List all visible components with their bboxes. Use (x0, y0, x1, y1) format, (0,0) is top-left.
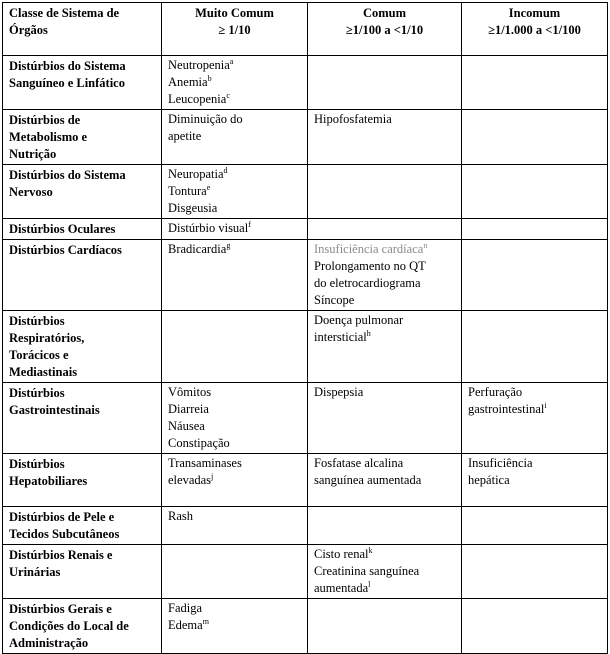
reaction-text: Diarreia (168, 402, 209, 416)
reaction-entry (468, 401, 601, 418)
table-row (3, 56, 608, 110)
header-text: Órgãos (9, 23, 48, 37)
reaction-entry (168, 241, 301, 258)
reaction-text: Neutropenia (168, 58, 230, 72)
organ-class-text: Distúrbios Renais e (9, 548, 113, 562)
footnote-marker: j (211, 471, 214, 481)
reaction-entry (314, 472, 455, 489)
table-row (3, 165, 608, 219)
reaction-text: Leucopenia (168, 92, 227, 106)
reaction-entry (168, 401, 301, 418)
reaction-text: Creatinina sanguínea (314, 564, 420, 578)
footnote-marker: c (226, 90, 230, 100)
header-cell-organ-class (3, 3, 162, 56)
reaction-entry (314, 258, 455, 275)
reaction-entry (168, 472, 301, 489)
reaction-text: Insuficiência cardíaca (314, 242, 424, 256)
reaction-entry (168, 111, 301, 128)
table-row (3, 110, 608, 165)
reaction-text: Prolongamento no QT (314, 259, 426, 273)
reaction-text: Insuficiência (468, 456, 533, 470)
organ-class-text: Condições do Local de (9, 619, 129, 633)
organ-class-text: Sanguíneo e Linfático (9, 76, 125, 90)
muito-comum-cell (162, 383, 308, 454)
organ-class-text: Distúrbios Oculares (9, 222, 116, 236)
table-header-row (3, 3, 608, 56)
muito-comum-cell (162, 240, 308, 311)
reaction-entry (168, 220, 301, 237)
reaction-text: elevadas (168, 473, 212, 487)
table-row (3, 219, 608, 240)
reaction-text: Fosfatase alcalina (314, 456, 404, 470)
incomum-cell (462, 56, 608, 110)
reaction-entry (314, 292, 455, 309)
reaction-entry (168, 166, 301, 183)
comum-cell (308, 507, 462, 545)
reaction-text: Edema (168, 618, 203, 632)
incomum-cell (462, 454, 608, 507)
reaction-entry (468, 472, 601, 489)
organ-class-cell (3, 240, 162, 311)
comum-cell (308, 240, 462, 311)
reaction-text: Anemia (168, 75, 208, 89)
reaction-text: hepática (468, 473, 510, 487)
reaction-text: Doença pulmonar (314, 313, 404, 327)
header-text: Comum (362, 6, 407, 20)
reaction-text: Tontura (168, 184, 207, 198)
reaction-text: Síncope (314, 293, 355, 307)
reaction-text: intersticial (314, 330, 367, 344)
reaction-entry (314, 241, 455, 258)
comum-cell (308, 311, 462, 383)
footnote-marker: i (544, 400, 547, 410)
organ-class-text: Distúrbios de (9, 113, 81, 127)
header-text: Muito Comum (195, 6, 274, 20)
table-body (3, 56, 608, 654)
footnote-marker: k (368, 545, 373, 555)
table-row (3, 507, 608, 545)
organ-class-cell (3, 383, 162, 454)
organ-class-cell (3, 545, 162, 599)
footnote-marker: m (202, 616, 209, 626)
table-row (3, 545, 608, 599)
footnote-marker: d (223, 165, 228, 175)
comum-cell (308, 599, 462, 654)
header-cell-comum (308, 3, 462, 56)
organ-class-text: Distúrbios (9, 457, 65, 471)
footnote-marker: a (229, 56, 234, 66)
organ-class-text: Mediastinais (9, 365, 78, 379)
reaction-entry (168, 384, 301, 401)
incomum-cell (462, 110, 608, 165)
organ-class-text: Distúrbios Gerais e (9, 602, 112, 616)
reaction-entry (168, 91, 301, 108)
header-text: ≥ 1/10 (218, 23, 251, 37)
incomum-cell (462, 240, 608, 311)
organ-class-text: Torácicos e (9, 348, 69, 362)
incomum-cell (462, 545, 608, 599)
reaction-entry (168, 200, 301, 217)
reaction-entry (314, 329, 455, 346)
reaction-entry (168, 183, 301, 200)
reaction-entry (314, 580, 455, 597)
footnote-marker: h (366, 328, 371, 338)
reaction-entry (314, 111, 455, 128)
comum-cell (308, 219, 462, 240)
organ-class-cell (3, 56, 162, 110)
reaction-entry (468, 384, 601, 401)
organ-class-text: Distúrbios Cardíacos (9, 243, 122, 257)
footnote-marker: n (423, 240, 428, 250)
organ-class-text: Nervoso (9, 185, 53, 199)
organ-class-text: Nutrição (9, 147, 57, 161)
reaction-text: Diminuição do (168, 112, 243, 126)
organ-class-text: Distúrbios (9, 314, 65, 328)
organ-class-cell (3, 507, 162, 545)
footnote-marker: g (226, 240, 231, 250)
reaction-entry (168, 57, 301, 74)
incomum-cell (462, 219, 608, 240)
reaction-text: Transaminases (168, 456, 242, 470)
reaction-entry (314, 455, 455, 472)
comum-cell (308, 56, 462, 110)
reaction-entry (168, 128, 301, 145)
reaction-entry (168, 508, 301, 525)
organ-class-cell (3, 311, 162, 383)
organ-class-text: Respiratórios, (9, 331, 85, 345)
organ-class-cell (3, 454, 162, 507)
reaction-text: aumentada (314, 581, 369, 595)
header-cell-incomum (462, 3, 608, 56)
organ-class-text: Hepatobiliares (9, 474, 88, 488)
footnote-marker: f (248, 219, 251, 229)
organ-class-cell (3, 165, 162, 219)
comum-cell (308, 383, 462, 454)
muito-comum-cell (162, 599, 308, 654)
header-text: ≥1/100 a <1/10 (345, 23, 424, 37)
header-text: Classe de Sistema de (9, 6, 120, 20)
reaction-text: Hipofosfatemia (314, 112, 392, 126)
reaction-text: gastrointestinal (468, 402, 545, 416)
muito-comum-cell (162, 545, 308, 599)
footnote-marker: e (206, 182, 211, 192)
reaction-entry (314, 312, 455, 329)
muito-comum-cell (162, 56, 308, 110)
organ-class-text: Tecidos Subcutâneos (9, 527, 120, 541)
organ-class-text: Administração (9, 636, 89, 650)
organ-class-text: Urinárias (9, 565, 61, 579)
reaction-text: Perfuração (468, 385, 523, 399)
reaction-text: Fadiga (168, 601, 203, 615)
header-text: Incomum (508, 6, 561, 20)
reaction-text: do eletrocardiograma (314, 276, 421, 290)
comum-cell (308, 110, 462, 165)
reaction-text: Constipação (168, 436, 230, 450)
reaction-entry (168, 74, 301, 91)
organ-class-text: Distúrbios de Pele e (9, 510, 115, 524)
organ-class-cell (3, 599, 162, 654)
table-row (3, 383, 608, 454)
reaction-entry (168, 617, 301, 634)
organ-class-text: Distúrbios (9, 386, 65, 400)
incomum-cell (462, 165, 608, 219)
reaction-entry (314, 384, 455, 401)
reaction-text: Dispepsia (314, 385, 364, 399)
organ-class-text: Metabolismo e (9, 130, 88, 144)
reaction-text: Bradicardia (168, 242, 227, 256)
organ-class-cell (3, 110, 162, 165)
incomum-cell (462, 311, 608, 383)
reaction-entry (468, 455, 601, 472)
reaction-entry (314, 275, 455, 292)
reaction-entry (168, 435, 301, 452)
table-row (3, 599, 608, 654)
reaction-text: sanguínea aumentada (314, 473, 422, 487)
incomum-cell (462, 599, 608, 654)
muito-comum-cell (162, 165, 308, 219)
comum-cell (308, 545, 462, 599)
reaction-text: Náusea (168, 419, 205, 433)
incomum-cell (462, 383, 608, 454)
muito-comum-cell (162, 454, 308, 507)
organ-class-text: Gastrointestinais (9, 403, 100, 417)
header-text: ≥1/1.000 a <1/100 (488, 23, 581, 37)
reaction-text: Distúrbio visual (168, 221, 249, 235)
table-row (3, 311, 608, 383)
reaction-entry (314, 563, 455, 580)
muito-comum-cell (162, 219, 308, 240)
reaction-text: Disgeusia (168, 201, 218, 215)
muito-comum-cell (162, 110, 308, 165)
organ-class-text: Distúrbios do Sistema (9, 168, 126, 182)
incomum-cell (462, 507, 608, 545)
reaction-entry (314, 546, 455, 563)
reaction-entry (168, 418, 301, 435)
comum-cell (308, 454, 462, 507)
organ-class-cell (3, 219, 162, 240)
table-row (3, 240, 608, 311)
reaction-entry (168, 600, 301, 617)
muito-comum-cell (162, 311, 308, 383)
footnote-marker: b (207, 73, 212, 83)
header-cell-muito-comum (162, 3, 308, 56)
reaction-entry (168, 455, 301, 472)
adverse-reactions-table (2, 2, 608, 654)
reaction-text: Cisto renal (314, 547, 369, 561)
reaction-text: apetite (168, 129, 202, 143)
footnote-marker: l (368, 579, 371, 589)
comum-cell (308, 165, 462, 219)
muito-comum-cell (162, 507, 308, 545)
reaction-text: Vômitos (168, 385, 212, 399)
table-row (3, 454, 608, 507)
reaction-text: Rash (168, 509, 193, 523)
organ-class-text: Distúrbios do Sistema (9, 59, 126, 73)
reaction-text: Neuropatia (168, 167, 224, 181)
